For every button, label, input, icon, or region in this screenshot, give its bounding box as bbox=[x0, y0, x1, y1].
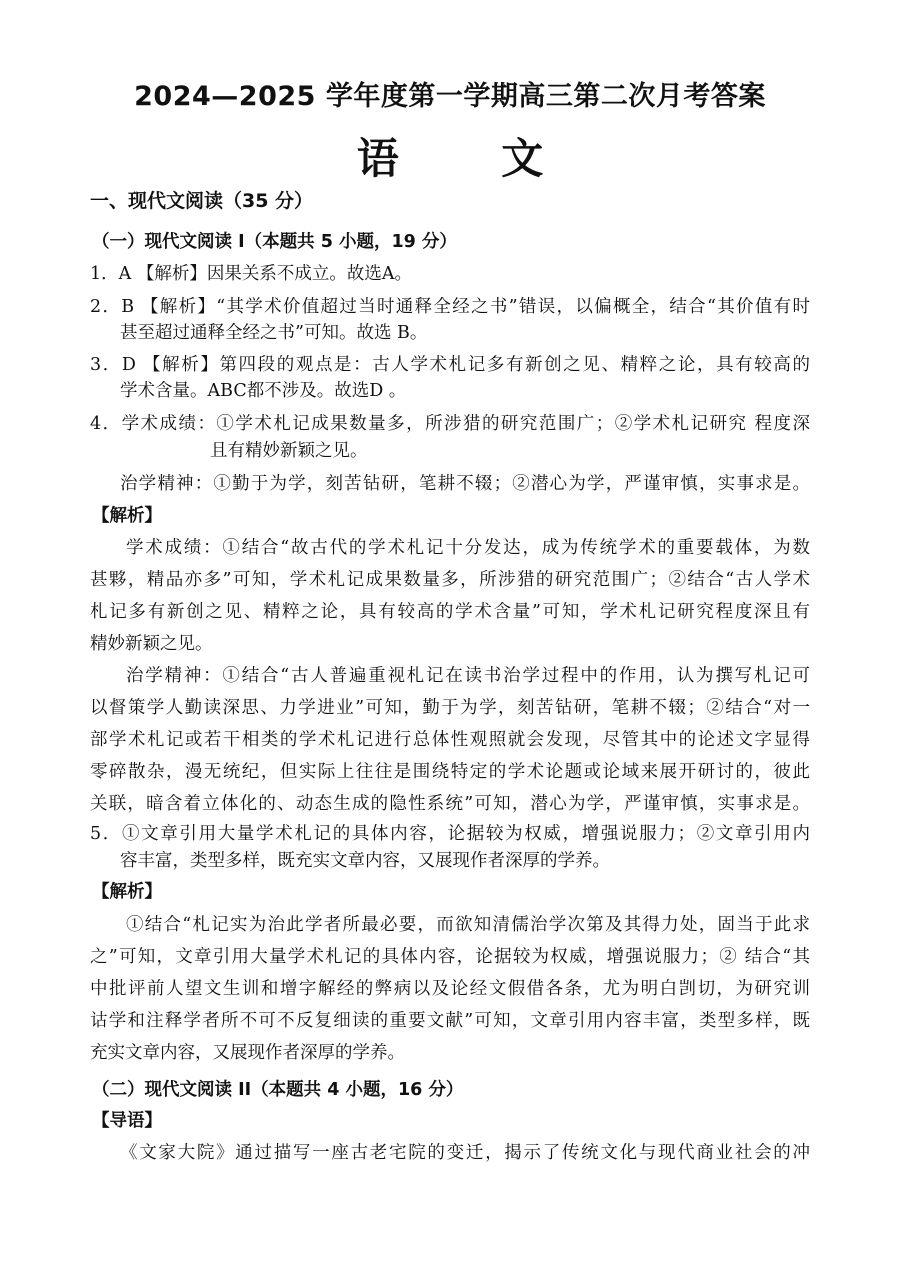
analysis-q4-line: 札记多有新创之见、精粹之论，具有较高的学术含量”可知，学术札记研究程度深且有 bbox=[90, 602, 810, 622]
answer-q5-line1: 5．①文章引用大量学术札记的具体内容，论据较为权威，增强说服力；②文章引用内 bbox=[90, 824, 810, 844]
analysis-q5-line: 之”可知，文章引用大量学术札记的具体内容，论据较为权威，增强说服力；② 结合“其 bbox=[90, 947, 810, 967]
guide-label: 【导语】 bbox=[92, 1111, 162, 1131]
answer-q2-line1: 2．B 【解析】“其学术价值超过当时通释全经之书”错误，以偏概全，结合“其价值有时 bbox=[90, 297, 810, 317]
document-title: 2024—2025 学年度第一学期高三第二次月考答案 bbox=[134, 81, 766, 112]
analysis-label: 【解析】 bbox=[92, 506, 162, 526]
part1-heading: （一）现代文阅读 I（本题共 5 小题，19 分） bbox=[92, 232, 457, 252]
answer-q4-line1: 4．学术成绩：①学术札记成果数量多，所涉猎的研究范围广；②学术札记研究 程度深 bbox=[90, 414, 810, 434]
analysis-q4-line: 学术成绩：①结合“故古代的学术札记十分发达，成为传统学术的重要载体，为数 bbox=[126, 538, 810, 558]
answer-q1: 1．A 【解析】因果关系不成立。故选A。 bbox=[90, 264, 412, 284]
answer-q3-line1: 3．D 【解析】第四段的观点是：古人学术札记多有新创之见、精粹之论，具有较高的 bbox=[90, 355, 810, 375]
answer-q4-line2: 且有精妙新颖之见。 bbox=[210, 441, 368, 461]
analysis-q5-line: 诂学和注释学者所不可不反复细读的重要文献”可知，文章引用内容丰富，类型多样，既 bbox=[90, 1011, 810, 1031]
analysis-q5-line: 充实文章内容，又展现作者深厚的学养。 bbox=[90, 1043, 405, 1063]
analysis-label: 【解析】 bbox=[92, 882, 162, 902]
analysis-q4-line: 零碎散杂，漫无统纪，但实际上往往是围绕特定的学术论题或论域来展开研讨的，彼此 bbox=[90, 762, 810, 782]
answer-q4-line3: 治学精神：①勤于为学，刻苦钻研，笔耕不辍；②潜心为学，严谨审慎，实事求是。 bbox=[120, 474, 810, 494]
analysis-q5-line: 中批评前人望文生训和增字解经的弊病以及论经文假借各条，尤为明白剀切，为研究训 bbox=[90, 979, 810, 999]
answer-q5-line2: 容丰富，类型多样，既充实文章内容，又展现作者深厚的学养。 bbox=[120, 851, 610, 871]
analysis-q4-line: 部学术札记或若干相类的学术札记进行总体性观照就会发现，尽管其中的论述文字显得 bbox=[90, 730, 810, 750]
analysis-q4-line: 治学精神：①结合“古人普遍重视札记在读书治学过程中的作用，认为撰写札记可 bbox=[126, 666, 810, 686]
analysis-q4-line: 精妙新颖之见。 bbox=[90, 634, 213, 654]
analysis-q5-line: ①结合“札记实为治此学者所最必要，而欲知清儒治学次第及其得力处，固当于此求 bbox=[126, 915, 810, 935]
part2-heading: （二）现代文阅读 II（本题共 4 小题，16 分） bbox=[92, 1080, 464, 1100]
analysis-q4-line: 以督策学人勤读深思、力学进业”可知，勤于为学，刻苦钻研，笔耕不辍；②结合“对一 bbox=[90, 698, 810, 718]
section-heading: 一、现代文阅读（35 分） bbox=[90, 190, 314, 212]
subject-title: 语 文 bbox=[356, 134, 588, 183]
analysis-q4-line: 甚夥，精品亦多”可知，学术札记成果数量多，所涉猎的研究范围广；②结合“古人学术 bbox=[90, 570, 810, 590]
guide-text: 《文家大院》通过描写一座古老宅院的变迁，揭示了传统文化与现代商业社会的冲 bbox=[120, 1143, 810, 1163]
analysis-q4-line: 关联，暗含着立体化的、动态生成的隐性系统”可知，潜心为学，严谨审慎，实事求是。 bbox=[90, 794, 810, 814]
answer-q3-line2: 学术含量。ABC都不涉及。故选D 。 bbox=[120, 381, 407, 401]
answer-q2-line2: 甚至超过通释全经之书”可知。故选 B。 bbox=[120, 323, 428, 343]
